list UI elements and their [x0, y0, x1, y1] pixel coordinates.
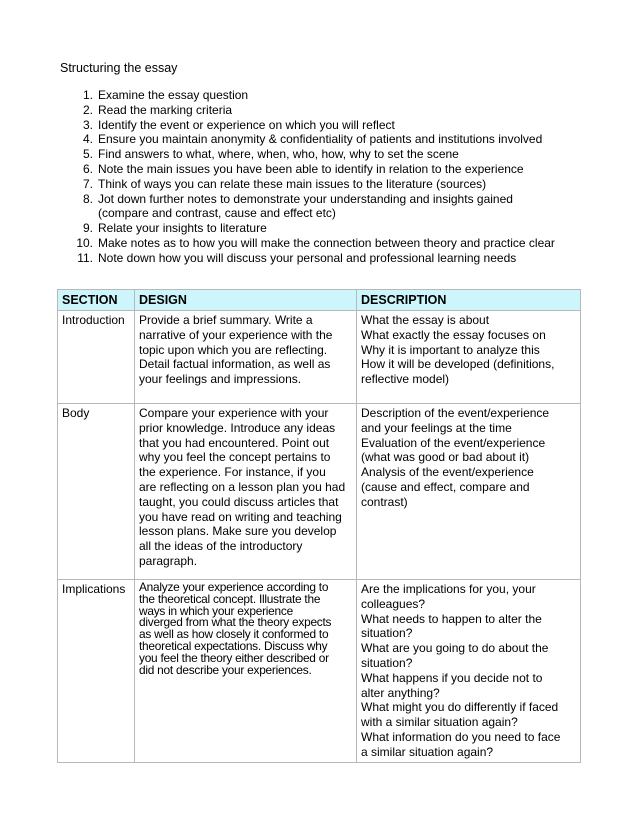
cell-line: What happens if you decide not to: [361, 670, 543, 685]
design-cell: [135, 311, 357, 404]
step-text: Jot down further notes to demonstrate your understanding and insights gained: [98, 191, 513, 206]
cell-line: paragraph.: [139, 553, 198, 568]
step-item: [60, 88, 600, 103]
cell-line: as well as how closely it conformed to: [139, 627, 329, 642]
table-row: [58, 404, 581, 580]
design-cell: [135, 580, 357, 763]
step-text: Make notes as to how you will make the connection between theory and practice clear: [98, 235, 555, 250]
cell-line: are reflecting on a lesson plan you had: [139, 479, 346, 494]
step-item: [60, 132, 600, 147]
cell-line: Compare your experience with your: [139, 406, 329, 420]
header-design: DESIGN: [135, 290, 357, 311]
cell-line: taught, you could discuss articles that: [139, 494, 339, 509]
cell-line: Why it is important to analyze this: [361, 342, 540, 357]
cell-line: and your feelings at the time: [361, 420, 512, 435]
cell-line: ways in which your experience: [139, 603, 293, 618]
step-item: [60, 221, 600, 236]
cell-line: the theoretical concept. Illustrate the: [139, 591, 321, 606]
cell-line: prior knowledge. Introduce any ideas: [139, 420, 336, 435]
cell-line: with a similar situation again?: [361, 715, 518, 730]
table-header-row: [58, 290, 581, 311]
cell-line: What are you going to do about the: [361, 641, 549, 656]
cell-line: you feel the theory either described or: [139, 650, 329, 665]
step-text: Ensure you maintain anonymity & confidentiality of patients and institutions involved: [98, 132, 543, 147]
step-number: 8.: [82, 191, 93, 206]
section-cell: Body: [58, 404, 135, 580]
cell-line: did not describe your experiences.: [139, 662, 312, 677]
cell-line: (what was good or bad about it): [361, 450, 530, 465]
step-item: [60, 118, 600, 133]
section-cell: Introduction: [58, 311, 135, 404]
cell-line: diverged from what the theory expects: [139, 615, 332, 630]
step-text: Read the marking criteria: [98, 102, 233, 117]
cell-line: Evaluation of the event/experience: [361, 435, 546, 450]
cell-line: you have read on writing and teaching: [139, 509, 342, 524]
document-heading: Structuring the essay: [60, 61, 178, 75]
cell-line: Detail factual information, as well as: [139, 357, 331, 372]
description-cell: [357, 311, 581, 404]
cell-line: Analyze your experience according to: [139, 580, 329, 594]
cell-line: that you had encountered. Point out: [139, 435, 330, 450]
step-number: 7.: [82, 176, 93, 191]
cell-line: What needs to happen to alter the: [361, 611, 542, 626]
step-text: Find answers to what, where, when, who, how, why to set the scene: [98, 147, 459, 162]
cell-line: What might you do differently if faced: [361, 700, 559, 715]
step-item: [60, 147, 600, 162]
step-item: [60, 192, 600, 222]
cell-line: contrast): [361, 494, 408, 509]
step-number: 1.: [82, 88, 93, 102]
table-row: [58, 580, 581, 763]
step-item: [60, 162, 600, 177]
step-number: 2.: [82, 102, 93, 117]
step-number: 6.: [82, 161, 93, 176]
cell-line: why you feel the concept pertains to: [139, 450, 331, 465]
cell-line: situation?: [361, 655, 413, 670]
step-number: 3.: [82, 117, 93, 132]
step-number: 9.: [82, 221, 93, 236]
header-description: DESCRIPTION: [357, 290, 581, 311]
cell-line: lesson plans. Make sure you develop: [139, 524, 337, 539]
step-text: Identify the event or experience on which you will reflect: [98, 117, 395, 132]
cell-line: Description of the event/experience: [361, 406, 550, 420]
step-text: Note the main issues you have been able to identify in relation to the experience: [98, 161, 524, 176]
cell-line: Provide a brief summary. Write a: [139, 313, 313, 327]
cell-line: colleagues?: [361, 596, 426, 611]
steps-list: [60, 88, 600, 266]
step-number: 10.: [76, 235, 93, 250]
table-row: [58, 311, 581, 404]
cell-line: situation?: [361, 626, 413, 641]
cell-line: Are the implications for you, your: [361, 582, 536, 596]
condensed-text-block: [139, 582, 350, 676]
step-number: 5.: [82, 147, 93, 162]
cell-line: alter anything?: [361, 685, 440, 700]
section-cell: Implications: [58, 580, 135, 763]
cell-line: Analysis of the event/experience: [361, 465, 534, 480]
cell-line: narrative of your experience with the: [139, 327, 333, 342]
step-text: Note down how you will discuss your personal and professional learning needs: [98, 250, 517, 265]
cell-line: What information do you need to face: [361, 729, 561, 744]
step-number: 4.: [82, 132, 93, 147]
cell-line: the experience. For instance, if you: [139, 465, 326, 480]
step-text: Think of ways you can relate these main issues to the literature (sources): [98, 176, 487, 191]
step-text-continued: (compare and contrast, cause and effect etc): [98, 206, 336, 221]
cell-line: What the essay is about: [361, 313, 490, 327]
design-cell: [135, 404, 357, 580]
header-section: SECTION: [58, 290, 135, 311]
step-text: Relate your insights to literature: [98, 221, 267, 236]
cell-line: How it will be developed (definitions,: [361, 357, 555, 372]
cell-line: your feelings and impressions.: [139, 372, 302, 387]
cell-line: topic upon which you are reflecting.: [139, 342, 328, 357]
step-text: Examine the essay question: [98, 88, 249, 102]
cell-line: What exactly the essay focuses on: [361, 327, 546, 342]
step-item: [60, 103, 600, 118]
step-item: [60, 236, 600, 251]
cell-line: all the ideas of the introductory: [139, 539, 303, 554]
cell-line: reflective model): [361, 372, 450, 387]
step-number: 11.: [77, 250, 93, 265]
cell-line: theoretical expectations. Discuss why: [139, 638, 328, 653]
step-item: [60, 251, 600, 266]
description-cell: [357, 580, 581, 763]
description-cell: [357, 404, 581, 580]
essay-structure-table: [57, 289, 581, 763]
cell-line: a similar situation again?: [361, 744, 494, 759]
cell-line: (cause and effect, compare and: [361, 479, 530, 494]
step-item: [60, 177, 600, 192]
